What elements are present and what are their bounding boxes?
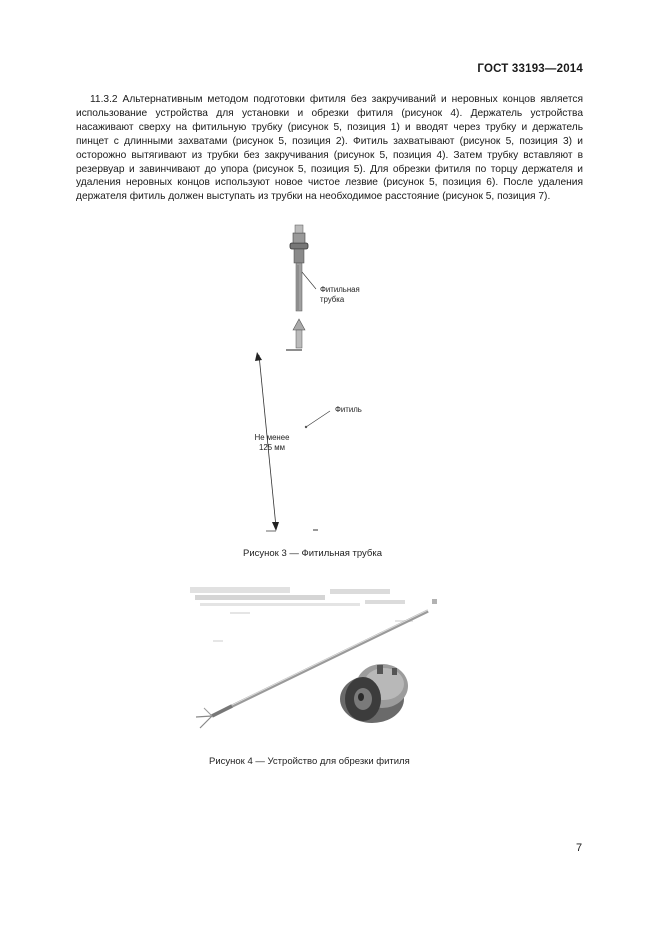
photo-noise-band <box>190 587 437 642</box>
section-paragraph: 11.3.2 Альтернативным методом подготовки фитиля без закручиваний и неровных концов является использование устройства для установки и обрезки фитиля (рисунок 4). Держатель устройства насаживают сверху на фитильную трубку (рисунок 5, позиция 1) и вводят через трубку и держатель пинцет с длинными захватами (рисунок 5, позиция 2). Фитиль захватывают (рисунок 5, позиция 3) и осторожно вытягивают из трубки без закручивания (рисунок 5, позиция 4). Затем трубку вставляют в резервуар и завинчивают до упора (рисунок 5, позиция 5). Для обрезки фитиля по торцу держателя и удаления неровных концов используют новое чистое лезвие (рисунок 5, позиция 6). После удаления держателя фитиль должен выступать из трубки на необходимое расстояние (рисунок 5, позиция 7). <box>76 94 583 203</box>
figure-3-caption: Рисунок 3 — Фитильная трубка <box>243 548 382 559</box>
tube-label: Фитильная трубка <box>320 285 360 304</box>
document-header: ГОСТ 33193—2014 <box>477 63 583 75</box>
distance-label: Не менее 125 мм <box>254 433 290 452</box>
wick-label: Фитиль <box>335 405 362 414</box>
figure-4-caption: Рисунок 4 — Устройство для обрезки фитиля <box>209 756 410 767</box>
holder-device-icon <box>340 664 408 723</box>
page-number: 7 <box>576 842 583 854</box>
